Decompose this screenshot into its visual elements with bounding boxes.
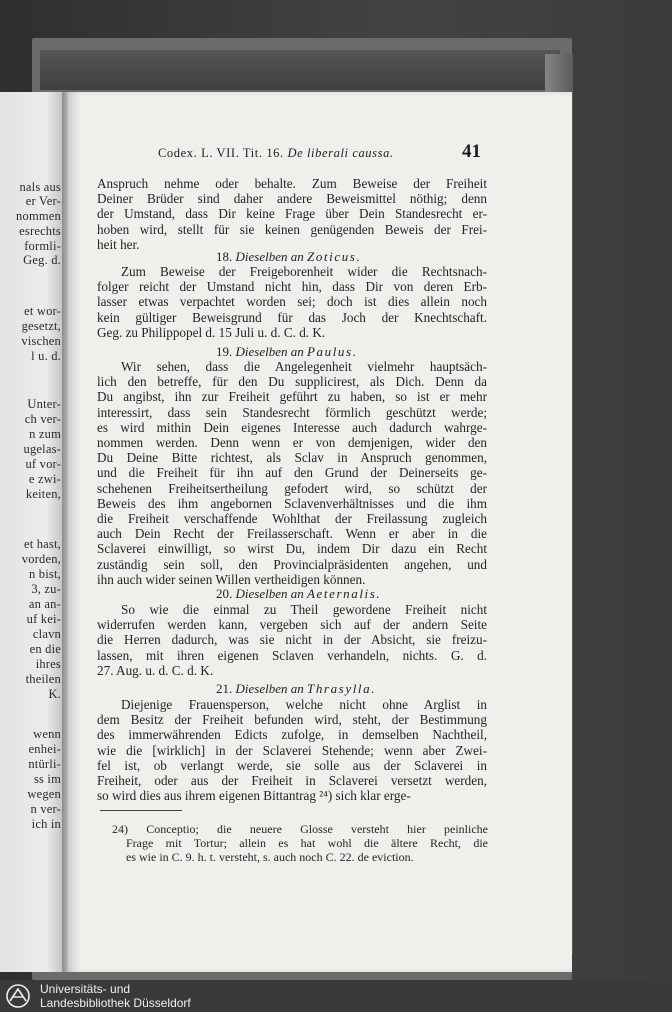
body-text-line: Du Deine Bitte richtest, als Sclav in Anspruch genommen,	[97, 450, 487, 466]
left-page-fragment: clavn	[32, 627, 61, 641]
body-text-line: Du angibst, ihn zur Freiheit geführt zu haben, so ist er mehr	[97, 389, 487, 405]
body-text-line: Geg. zu Philippopel d. 15 Juli u. d. C. d. K.	[97, 324, 326, 340]
body-text-line: lasser etwas verpachtet worden sei; doch ist dies allein noch	[97, 294, 487, 310]
left-page-fragment: vischen	[21, 334, 61, 348]
section-number: 21.	[216, 681, 233, 696]
section-number: 20.	[216, 586, 233, 601]
footnote-line: Frage mit Tortur; allein es hat wohl die ältere Recht, die	[126, 836, 488, 850]
section-addressee: Zoticus.	[306, 249, 362, 264]
body-text-line: des immerwährenden Edicts zufolge, in demselben Nachtheil,	[97, 727, 487, 743]
left-page-fragment: ntürli-	[28, 757, 61, 771]
left-page-fragment: vorden,	[21, 552, 61, 566]
body-text-line: zuständig sein soll, den Provincialpräsidenten angehen, und	[97, 556, 487, 572]
left-page-fragment: esrechts	[19, 224, 61, 238]
body-text-line: interessirt, dass sein Standesrecht förmlich geschützt werde;	[97, 404, 487, 420]
section-heading	[216, 681, 376, 697]
body-text-line: Deiner Brüder sind daher andere Beweismittel nöthig; denn	[97, 191, 487, 207]
body-text-line: kein gültiger Beweisgrund für das Joch der Knechtschaft.	[97, 309, 487, 325]
body-text-line: und die Freiheit für ihn auf den Grund der Deinerseits ge-	[97, 465, 487, 481]
left-page-fragment: wenn	[33, 727, 61, 741]
body-text-line: heit her.	[97, 236, 140, 252]
section-number: 18.	[216, 249, 233, 264]
body-text-line: ihn auch wider seinen Willen vertheidigen können.	[97, 571, 366, 587]
left-page-fragment: uf vor-	[25, 457, 61, 471]
left-page-fragment: keiten,	[25, 487, 61, 501]
section-heading	[216, 586, 381, 602]
left-page-fragment: er Ver-	[25, 194, 61, 208]
left-page-fragment: nals aus	[19, 180, 61, 194]
section-addressee: Paulus.	[306, 344, 358, 359]
section-prefix: Dieselben an	[235, 586, 304, 601]
left-page-fragment: ich in	[31, 817, 61, 831]
left-page-fragment: ch ver-	[24, 412, 61, 426]
left-page-fragment: l u. d.	[31, 349, 61, 363]
body-text-line: fel ist, ob verlangt werde, sie solle aus der Sclaverei in	[97, 757, 487, 773]
left-page-fragment: enhei-	[28, 742, 61, 756]
left-page-fragment: et wor-	[24, 304, 61, 318]
section-prefix: Dieselben an	[235, 344, 304, 359]
footnote-line: es wie in C. 9. h. t. versteht, s. auch noch C. 22. de eviction.	[126, 850, 414, 864]
book-top-edge	[40, 50, 560, 90]
body-text-line: wie die [wirklich] in der Sclaverei Stehende; wenn aber Zwei-	[97, 742, 487, 758]
left-page-fragment: et hast,	[23, 537, 61, 551]
left-page	[0, 92, 66, 972]
section-prefix: Dieselben an	[235, 681, 304, 696]
left-page-fragment: uf kei-	[26, 612, 61, 626]
body-text-line: Diejenige Frauensperson, welche nicht ohne Arglist in	[121, 697, 487, 712]
body-text-line: schehenen Freiheitsertheilung gefodert wird, so schützt der	[97, 480, 487, 496]
left-page-fragment: theilen	[25, 672, 61, 686]
section-heading	[216, 249, 361, 265]
left-page-fragment: nommen	[16, 209, 61, 223]
body-text-line: Zum Beweise der Freigeborenheit wider die Rechtsnach-	[121, 264, 487, 279]
running-header	[158, 146, 394, 161]
body-text-line: die Herren dadurch, was sie nicht in der Absicht, sie freizu-	[97, 632, 487, 648]
section-number: 19.	[216, 344, 233, 359]
footnote-rule	[100, 810, 182, 811]
body-text-line: So wie die einmal zu Theil gewordene Freiheit nicht	[121, 602, 487, 617]
left-page-fragment: n zum	[29, 427, 61, 441]
footer-line-2: Landesbibliothek Düsseldorf	[40, 996, 191, 1010]
body-text-line: 27. Aug. u. d. C. d. K.	[97, 662, 214, 678]
body-text-line: folger reicht der Umstand nicht hin, dass Dir von deren Erb-	[97, 279, 487, 295]
left-page-fragment: ihres	[35, 657, 61, 671]
left-page-fragment: e zwi-	[28, 472, 61, 486]
body-text-line: Sclaverei einwilligt, so wirst Du, indem Dir dazu ein Recht	[97, 541, 487, 557]
left-page-fragment: ss im	[33, 772, 61, 786]
left-page-fragment: Unter-	[27, 397, 61, 411]
body-text-line: lich den betreffe, für den Du supplicirest, als Dich. Denn da	[97, 374, 487, 390]
body-text-line: der Umstand, dass Dir keine Frage über Dein Standesrecht er-	[97, 206, 487, 222]
left-page-fragment: wegen	[27, 787, 61, 801]
left-page-fragment: an an-	[28, 597, 61, 611]
section-addressee: Aeternalis.	[306, 586, 382, 601]
body-text-line: Anspruch nehme oder behalte. Zum Beweise der Freiheit	[97, 176, 487, 191]
body-text-line: es wird mithin Dein eigenes Interesse auch dadurch wahrge-	[97, 419, 487, 435]
library-logo-icon	[4, 983, 32, 1009]
body-text-line: lassen, mit ihren eigenen Sclaven verhandeln, nichts. G. d.	[97, 647, 487, 663]
left-page-fragment: 3, zu-	[31, 582, 61, 596]
body-text-line: widerrufen werden kann, vergeben sich auf der andern Seite	[97, 617, 487, 633]
section-heading	[216, 344, 358, 360]
body-text-line: dem Besitz der Freiheit befunden wird, steht, der Bestimmung	[97, 712, 487, 728]
running-title: Codex. L. VII. Tit. 16.	[158, 146, 284, 160]
running-title-italic: De liberali caussa.	[287, 146, 394, 160]
left-page-fragment: en die	[29, 642, 61, 656]
left-page-fragment: formli-	[24, 239, 61, 253]
footnote-line: 24) Conceptio; die neuere Glosse versteht hier peinliche	[112, 822, 488, 836]
body-text-line: Freiheit, oder aus der Freiheit in Sclaverei versetzt werden,	[97, 773, 487, 788]
section-prefix: Dieselben an	[235, 249, 304, 264]
left-page-fragment: ugelas-	[23, 442, 61, 456]
body-text-line: auch Dein Recht der Freilasserschaft. Wenn er aber in die	[97, 526, 487, 542]
left-page-fragment: gesetzt,	[21, 319, 61, 333]
footer-line-1: Universitäts- und	[40, 982, 131, 996]
body-text-line: so wird dies aus ihrem eigenen Bittantrag ²⁴) sich klar erge-	[97, 788, 411, 804]
left-page-fragment: K.	[48, 687, 61, 701]
page-number: 41	[462, 141, 481, 162]
body-text-line: hoben wird, stellt für sie keinen genügenden Beweis der Frei-	[97, 221, 487, 237]
left-page-fragment: Geg. d.	[23, 253, 61, 267]
body-text-line: nommen werden. Denn wenn er von demjenigen, wider den	[97, 435, 487, 450]
section-addressee: Thrasylla.	[306, 681, 377, 696]
left-page-fragment: n ver-	[30, 802, 61, 816]
body-text-line: Wir sehen, dass die Angelegenheit vielmehr hauptsäch-	[121, 359, 487, 374]
body-text-line: Beweis des ihm angebornen Sclavenverhältnisses und die ihm	[97, 495, 487, 511]
left-page-fragment: n bist,	[29, 567, 61, 581]
body-text-line: die Freiheit verschaffende Wohlthat der Freilassung zugleich	[97, 511, 487, 526]
